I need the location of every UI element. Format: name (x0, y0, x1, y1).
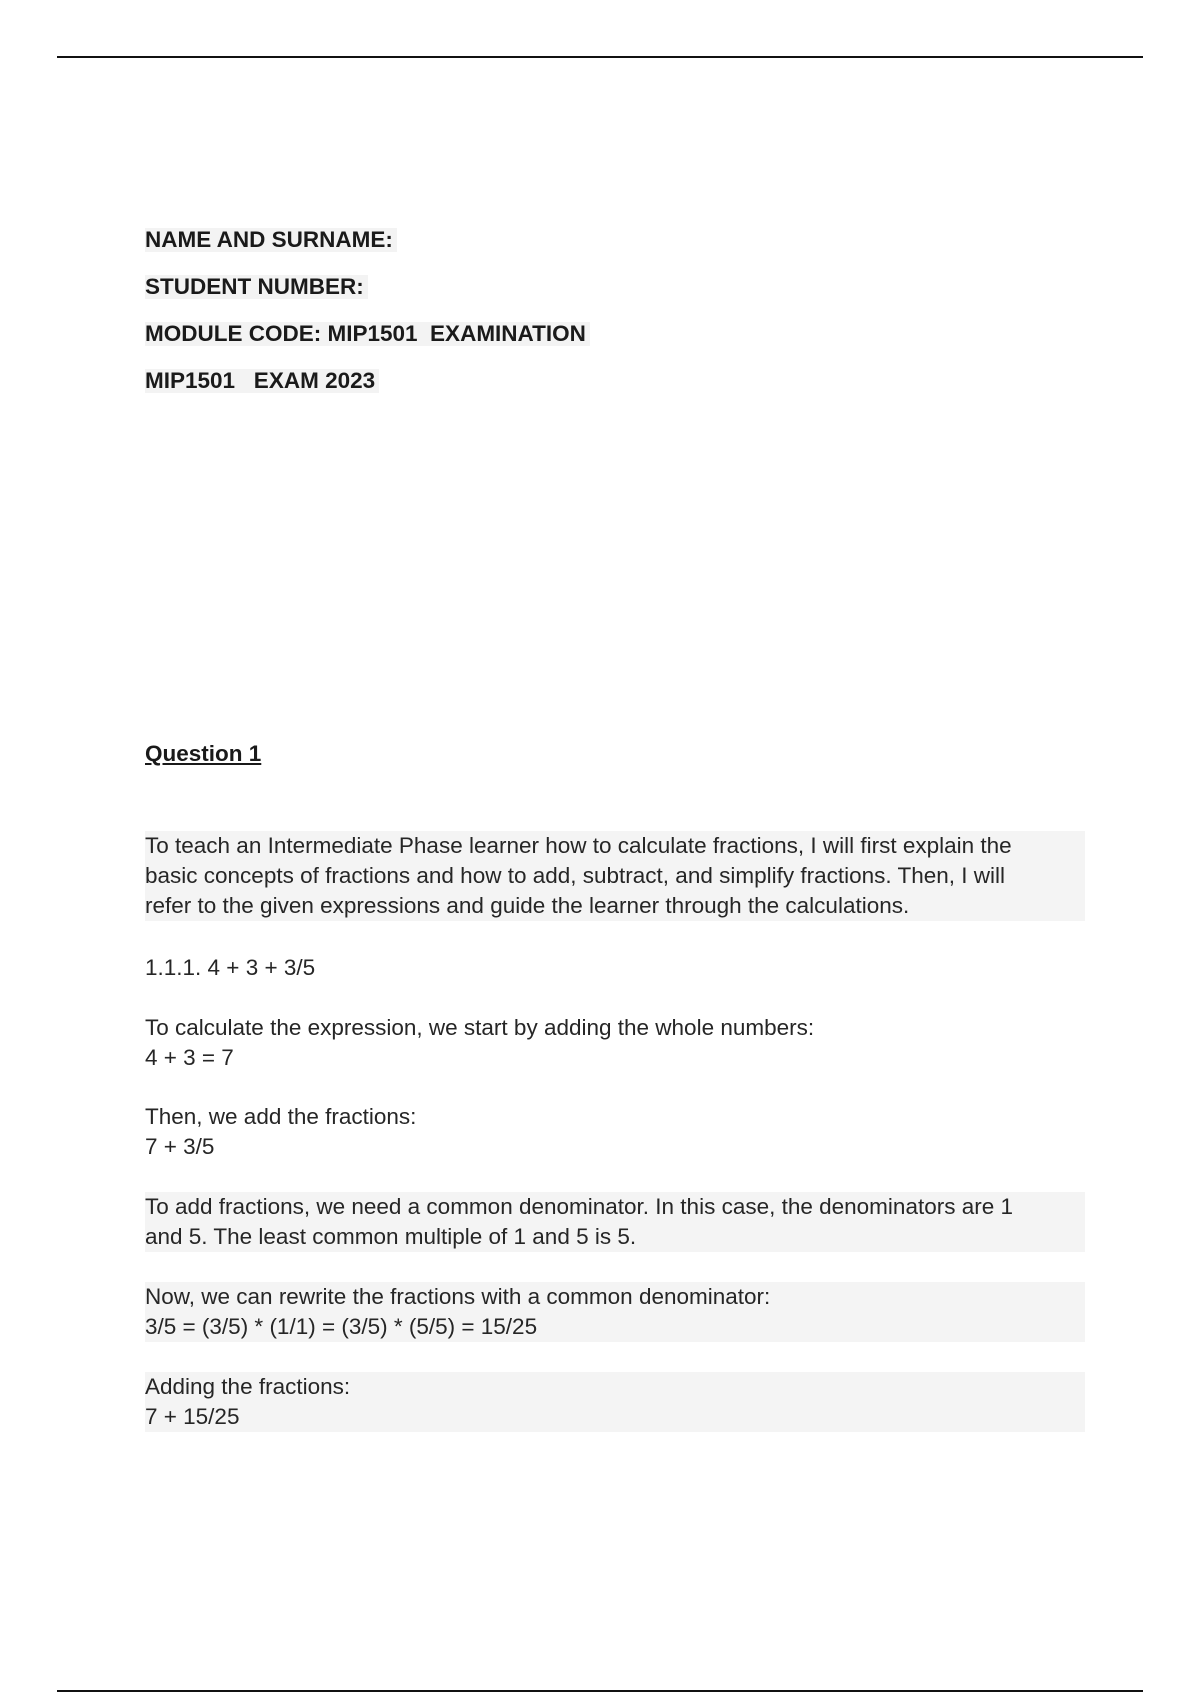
intro-line: basic concepts of fractions and how to add, subtract, and simplify fractions. Then, I will (145, 861, 1085, 891)
item-heading (145, 953, 1085, 983)
step-5-line: 7 + 15/25 (145, 1402, 1085, 1432)
step-5-paragraph (145, 1372, 1085, 1432)
top-rule (57, 56, 1143, 58)
step-1-line: 4 + 3 = 7 (145, 1045, 234, 1070)
intro-line: refer to the given expressions and guide the learner through the calculations. (145, 891, 1085, 921)
step-2-line: Then, we add the fractions: (145, 1104, 417, 1129)
student-number-label: STUDENT NUMBER: (145, 275, 368, 299)
exam-line: MIP1501 EXAM 2023 (145, 369, 379, 393)
step-3-line: and 5. The least common multiple of 1 and 5 is 5. (145, 1222, 1085, 1252)
item-heading-text: 1.1.1. 4 + 3 + 3/5 (145, 955, 316, 980)
question-title: Question 1 (145, 741, 262, 766)
step-1-paragraph (145, 1013, 1085, 1073)
step-5-line: Adding the fractions: (145, 1372, 1085, 1402)
step-4-paragraph (145, 1282, 1085, 1342)
step-1-line: To calculate the expression, we start by adding the whole numbers: (145, 1015, 815, 1040)
step-4-line: 3/5 = (3/5) * (1/1) = (3/5) * (5/5) = 15/25 (145, 1312, 1085, 1342)
step-3-line: To add fractions, we need a common denominator. In this case, the denominators are 1 (145, 1192, 1085, 1222)
name-label: NAME AND SURNAME: (145, 228, 397, 252)
intro-paragraph (145, 831, 1085, 921)
step-2-line: 7 + 3/5 (145, 1134, 215, 1159)
step-2-paragraph (145, 1102, 1085, 1162)
header-block (145, 228, 590, 416)
bottom-rule (57, 1690, 1143, 1692)
module-code-line: MODULE CODE: MIP1501 EXAMINATION (145, 322, 590, 346)
intro-line: To teach an Intermediate Phase learner how to calculate fractions, I will first explain the (145, 831, 1085, 861)
step-4-line: Now, we can rewrite the fractions with a common denominator: (145, 1282, 1085, 1312)
step-3-paragraph (145, 1192, 1085, 1252)
